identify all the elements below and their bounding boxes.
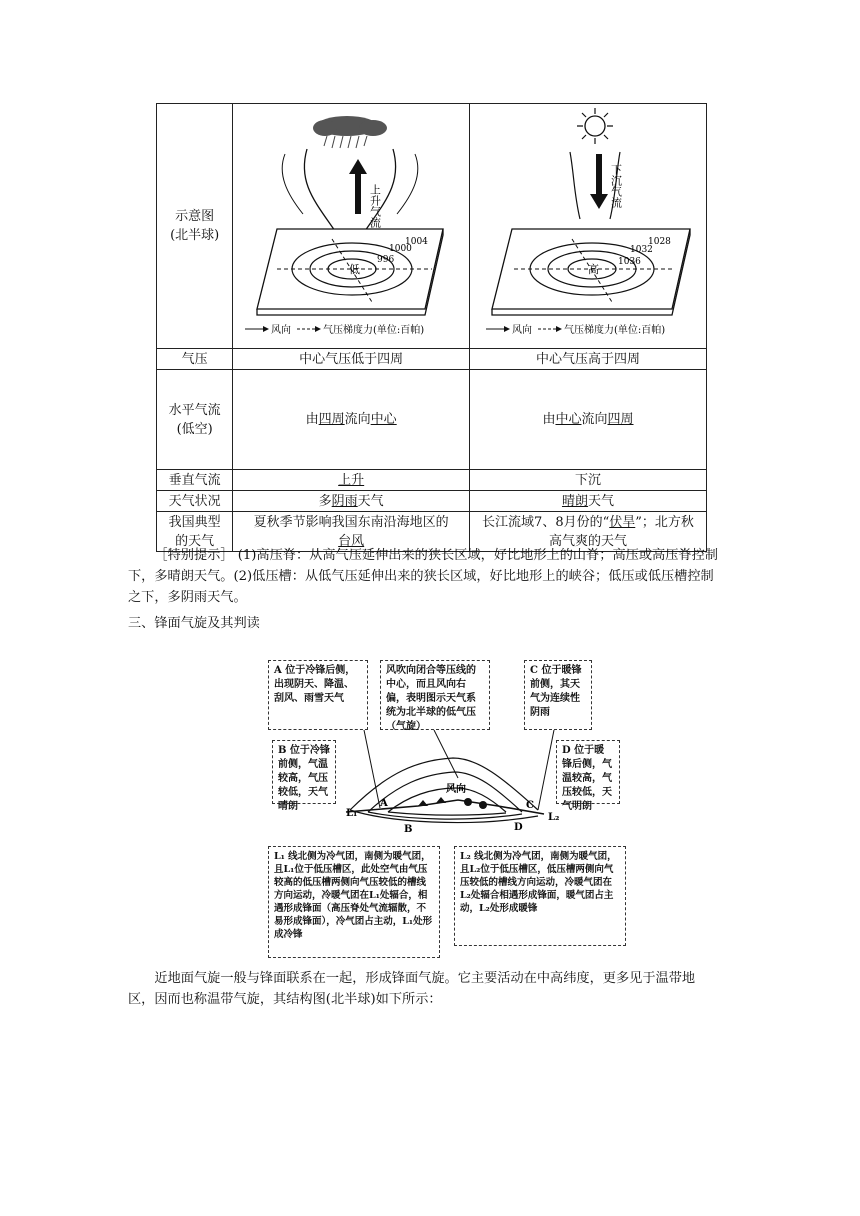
point-b: B bbox=[404, 824, 413, 835]
arrow-label: 上升气流 bbox=[368, 184, 382, 228]
point-l1: L₁ bbox=[346, 808, 358, 819]
box-c: C 位于暖锋前侧，其天气为连续性阴雨 bbox=[524, 660, 592, 730]
point-d: D bbox=[514, 822, 523, 833]
low-pressure-diagram bbox=[237, 104, 465, 342]
box-a: A 位于冷锋后侧，出现阴天、降温、刮风、雨雪天气 bbox=[268, 660, 368, 730]
row-header-vertical-flow: 垂直气流 bbox=[157, 470, 233, 491]
legend-gradient: 气压梯度力(单位:百帕) bbox=[323, 325, 425, 336]
point-l2: L₂ bbox=[548, 812, 560, 823]
legend-wind: 风向 bbox=[511, 325, 532, 336]
center-label: 高 bbox=[587, 263, 599, 276]
high-vertical-flow: 下沉 bbox=[469, 470, 706, 491]
low-pressure-value: 中心气压低于四周 bbox=[233, 349, 470, 370]
box-b: B 位于冷锋前侧，气温较高，气压较低，天气晴朗 bbox=[272, 740, 336, 804]
high-typical: 长江流域7、8月份的“伏旱”；北方秋高气爽的天气 bbox=[469, 512, 706, 552]
isobar-label: 1036 bbox=[617, 257, 641, 267]
row-header-weather: 天气状况 bbox=[157, 491, 233, 512]
box-center: 风吹向闭合等压线的中心，而且风向右偏，表明图示天气系统为北半球的低气压（气旋） bbox=[380, 660, 490, 730]
high-pressure-diagram bbox=[470, 104, 706, 342]
high-horizontal-flow: 由中心流向四周 bbox=[469, 370, 706, 470]
row-header-horizontal-flow: 水平气流 (低空) bbox=[157, 370, 233, 470]
low-typical: 夏秋季节影响我国东南沿海地区的台风 bbox=[233, 512, 470, 552]
box-d: D 位于暖锋后侧，气温较高，气压较低，天气明朗 bbox=[556, 740, 620, 804]
box-l2: L₂ 线北侧为冷气团，南侧为暖气团，且L₂位于低压槽区，低压槽两侧向气压较低的槽线方向运动，冷暖气团在L₂处辐合相遇形成锋面，暖气团占主动，L₂处形成暖锋 bbox=[454, 846, 626, 946]
high-weather: 晴朗天气 bbox=[469, 491, 706, 512]
high-pressure-diagram-cell bbox=[469, 104, 706, 349]
comparison-table bbox=[156, 103, 707, 552]
isobar-label: 1028 bbox=[647, 237, 671, 247]
section-title: 三、锋面气旋及其判读 bbox=[128, 616, 260, 631]
point-c: C bbox=[526, 800, 534, 811]
closing-paragraph: 近地面气旋一般与锋面联系在一起，形成锋面气旋。它主要活动在中高纬度，更多见于温带地区，因而也称温带气旋，其结构图(北半球)如下所示： bbox=[128, 971, 696, 1007]
box-l1: L₁ 线北侧为冷气团，南侧为暖气团，且L₁位于低压槽区，此处空气由气压较高的低压槽两侧向气压较低的槽线方向运动，冷暖气团在L₁处辐合，相遇形成锋面（高压脊处气流辐散，不易形成锋面），冷气团占主动，L₁处形成冷锋 bbox=[268, 846, 440, 958]
wind-label: 风向 bbox=[446, 784, 466, 795]
sun-icon bbox=[577, 108, 613, 144]
arrow-label: 下沉气流 bbox=[609, 164, 623, 208]
low-vertical-flow: 上升 bbox=[233, 470, 470, 491]
special-tip: ［特别提示］ (1)高压脊：从高气压延伸出来的狭长区域，好比地形上的山脊；高压或高压脊控制下，多晴朗天气。(2)低压槽：从低气压延伸出来的狭长区域，好比地形上的峡谷；低压或低压槽控制之下，多阴雨天气。 bbox=[128, 548, 718, 605]
frontal-cyclone-diagram bbox=[268, 660, 617, 940]
center-label: 低 bbox=[349, 263, 361, 276]
legend-gradient: 气压梯度力(单位:百帕) bbox=[563, 325, 666, 336]
low-horizontal-flow: 由四周流向中心 bbox=[233, 370, 470, 470]
isobar-label: 996 bbox=[377, 255, 395, 265]
low-pressure-diagram-cell bbox=[233, 104, 470, 349]
low-weather: 多阴雨天气 bbox=[233, 491, 470, 512]
high-pressure-value: 中心气压高于四周 bbox=[469, 349, 706, 370]
row-header-diagram: 示意图 (北半球) bbox=[157, 104, 233, 349]
isobar-label: 1032 bbox=[629, 245, 653, 255]
cloud-icon bbox=[313, 116, 387, 148]
row-header-pressure: 气压 bbox=[157, 349, 233, 370]
isobar-label: 1000 bbox=[389, 244, 413, 254]
row-header-typical: 我国典型 的天气 bbox=[157, 512, 233, 552]
isobar-label: 1004 bbox=[405, 237, 429, 247]
point-a: A bbox=[380, 798, 388, 809]
legend-wind: 风向 bbox=[271, 325, 292, 336]
